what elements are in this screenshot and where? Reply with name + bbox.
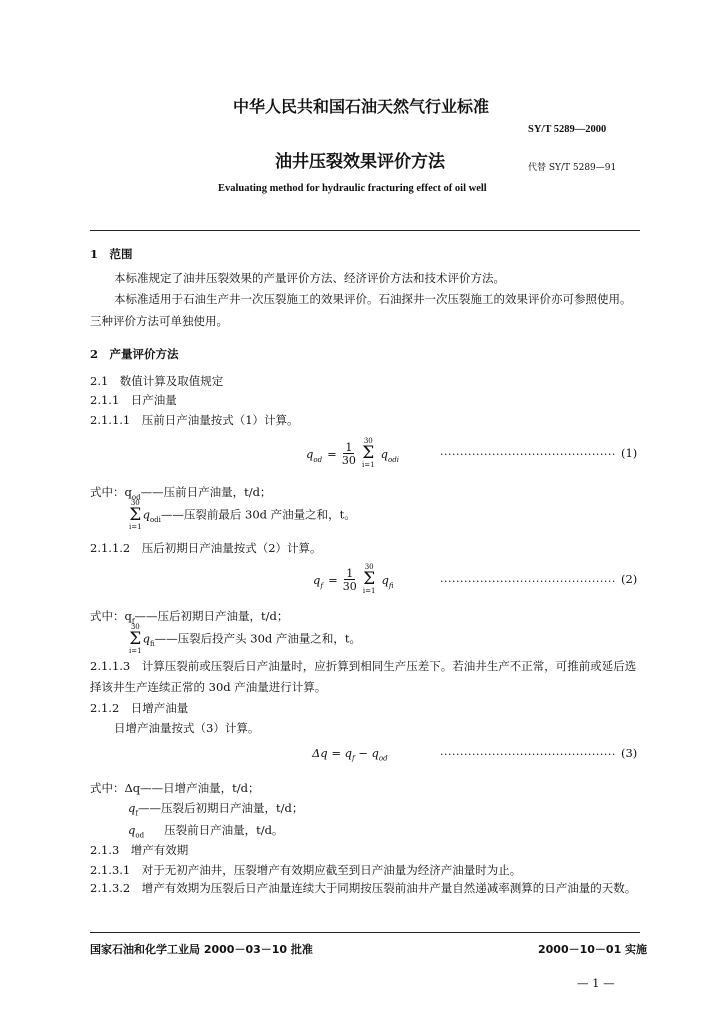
where-3a <box>90 780 260 796</box>
where-1b-sigma-top: 30 <box>130 499 140 507</box>
equation-2 <box>313 564 394 595</box>
where-1b-term: q <box>142 507 150 522</box>
section-1-heading: 1 范围 <box>90 247 133 261</box>
section-2-1-2-text: 日增产油量按式（3）计算。 <box>114 721 260 735</box>
where-1b-sigma: 30 Σ i=1 <box>129 499 142 531</box>
eq3-rhs2: q <box>371 746 379 760</box>
eq1-lhs-sub: od <box>313 456 323 465</box>
eq3-equals: = <box>331 746 341 760</box>
eq2-lhs: q <box>313 573 321 587</box>
where-2a <box>90 608 288 625</box>
approval-line: 国家石油和化学工业局 2000－03－10 批准 <box>90 943 313 956</box>
where-1b-sub: odi <box>149 515 161 524</box>
where-3c-sub: od <box>135 831 145 840</box>
where-3a-text: ——日增产油量，t/d； <box>140 781 260 795</box>
section-2-1-heading: 2.1 数值计算及取值规定 <box>90 374 224 388</box>
where-2b-sigma-top: 30 <box>130 623 140 631</box>
eq1-sigma-bottom: i=1 <box>362 461 375 469</box>
eq1-equals: = <box>327 447 337 461</box>
where-2b-sigma-bottom: i=1 <box>129 647 142 655</box>
where-3c <box>128 822 283 839</box>
eq2-sigma: 30 Σ i=1 <box>362 563 376 595</box>
section-2-1-1-3-text: 2.1.1.3 计算压裂前或压裂后日产油量时，应折算到相同生产压差下。若油井生产不正常，可推前或延后选择该井生产连续正常的 30d 产油量进行计算。 <box>90 659 637 694</box>
eq2-term: q <box>381 573 389 587</box>
equation-3 <box>312 746 388 762</box>
eq1-denominator: 30 <box>341 453 356 467</box>
section-2-1-1-1-text: 2.1.1.1 压前日产油量按式（1）计算。 <box>90 413 299 427</box>
eq3-rhs1: q <box>344 746 352 760</box>
effective-date: 2000－10－01 实施 <box>538 943 648 956</box>
eq1-sigma: 30 Σ i=1 <box>362 437 375 469</box>
where-2b-sigma: 30 Σ i=1 <box>129 623 142 655</box>
where-2b-term: q <box>142 631 150 646</box>
footer-rule <box>90 932 640 933</box>
eq1-term: q <box>380 447 389 461</box>
where-2a-sub: f <box>131 617 135 626</box>
section-1-paragraph-2: 本标准适用于石油生产井一次压裂施工的效果评价。石油探井一次压裂施工的效果评价亦可参照使用。三种评价方法可单独使用。 <box>90 292 632 328</box>
eq2-term-sub: fi <box>388 582 394 591</box>
eq3-lhs: Δq <box>312 746 328 760</box>
eq2-sigma-top: 30 <box>364 563 374 571</box>
where-3b-symbol: q <box>128 801 136 815</box>
eq2-lhs-sub: f <box>320 582 323 591</box>
eq3-number: (3) <box>621 746 638 760</box>
where-1a-symbol: 式中：q <box>90 485 132 499</box>
where-2a-text: ——压后初期日产油量，t/d； <box>134 609 289 623</box>
equation-1 <box>306 438 399 469</box>
where-1b-sigma-bottom: i=1 <box>129 523 142 531</box>
where-1a-text: ——压前日产油量，t/d； <box>140 485 272 499</box>
where-1b <box>128 500 356 531</box>
eq2-fraction <box>343 568 357 592</box>
eq2-number: (2) <box>621 572 638 586</box>
section-2-heading: 2 产量评价方法 <box>90 347 179 361</box>
eq1-term-sub: odi <box>388 456 399 465</box>
where-2a-symbol: 式中：q <box>90 609 132 623</box>
eq2-numerator: 1 <box>346 566 354 580</box>
eq1-fraction <box>342 442 356 466</box>
eq3-rhs1-sub: f <box>352 754 355 763</box>
where-3c-symbol: q <box>128 823 136 837</box>
where-2b-sub: fi <box>149 639 155 648</box>
standard-number: SY/T 5289—2000 <box>528 124 607 135</box>
section-2-1-1-2-text: 2.1.1.2 压后初期日产油量按式（2）计算。 <box>90 541 322 555</box>
section-2-1-1-heading: 2.1.1 日产油量 <box>90 393 177 407</box>
eq1-number: (1) <box>621 446 638 460</box>
page-number: — 1 — <box>577 976 615 990</box>
section-2-1-2-heading: 2.1.2 日增产油量 <box>90 701 189 715</box>
section-2-1-3-heading: 2.1.3 增产有效期 <box>90 843 189 857</box>
eq2-sigma-bottom: i=1 <box>362 587 376 595</box>
where-3b-text: ——压裂后初期日产油量，t/d； <box>137 801 304 815</box>
section-2-1-3-1-text: 2.1.3.1 对于无初产油井，压裂增产有效期应截至到日产油量为经济产油量时为止。 <box>90 863 522 877</box>
english-title: Evaluating method for hydraulic fracturing effect of oil well <box>218 183 487 194</box>
eq1-sigma-top: 30 <box>363 437 373 445</box>
eq2-leader-dots: ············································ <box>440 575 616 588</box>
eq1-lhs: q <box>306 447 314 461</box>
eq2-equals: = <box>328 573 338 587</box>
where-1a <box>90 484 271 501</box>
org-title: 中华人民共和国石油天然气行业标准 <box>233 97 490 116</box>
section-1-paragraph-1: 本标准规定了油井压裂效果的产量评价方法、经济评价方法和技术评价方法。 <box>114 271 505 285</box>
where-1b-text: ——压裂前最后 30d 产油量之和，t。 <box>160 507 356 522</box>
eq3-rhs2-sub: od <box>378 754 388 763</box>
where-3b <box>128 800 303 817</box>
where-1a-sub: od <box>131 493 141 502</box>
where-2b-text: ——压裂后投产头 30d 产油量之和，t。 <box>154 631 362 646</box>
header-rule <box>90 230 640 231</box>
section-2-1-3-2-text: 2.1.3.2 增产有效期为压裂后日产油量连续大于同期按压裂前油井产量自然递减率测算的日产油量的天数。 <box>90 881 637 895</box>
replaces-note: 代替 SY/T 5289—91 <box>528 163 617 173</box>
where-3c-text: 压裂前日产油量，t/d。 <box>164 823 284 837</box>
where-3a-symbol: 式中：Δq <box>90 781 141 795</box>
where-2b <box>128 624 361 655</box>
document-title: 油井压裂效果评价方法 <box>275 152 445 172</box>
eq1-numerator: 1 <box>345 440 353 454</box>
where-3b-sub: f <box>135 809 138 818</box>
eq3-leader-dots: ············································ <box>440 748 616 761</box>
eq1-leader-dots: ············································ <box>440 448 616 461</box>
eq2-denominator: 30 <box>342 579 357 593</box>
eq3-minus: − <box>358 746 368 760</box>
